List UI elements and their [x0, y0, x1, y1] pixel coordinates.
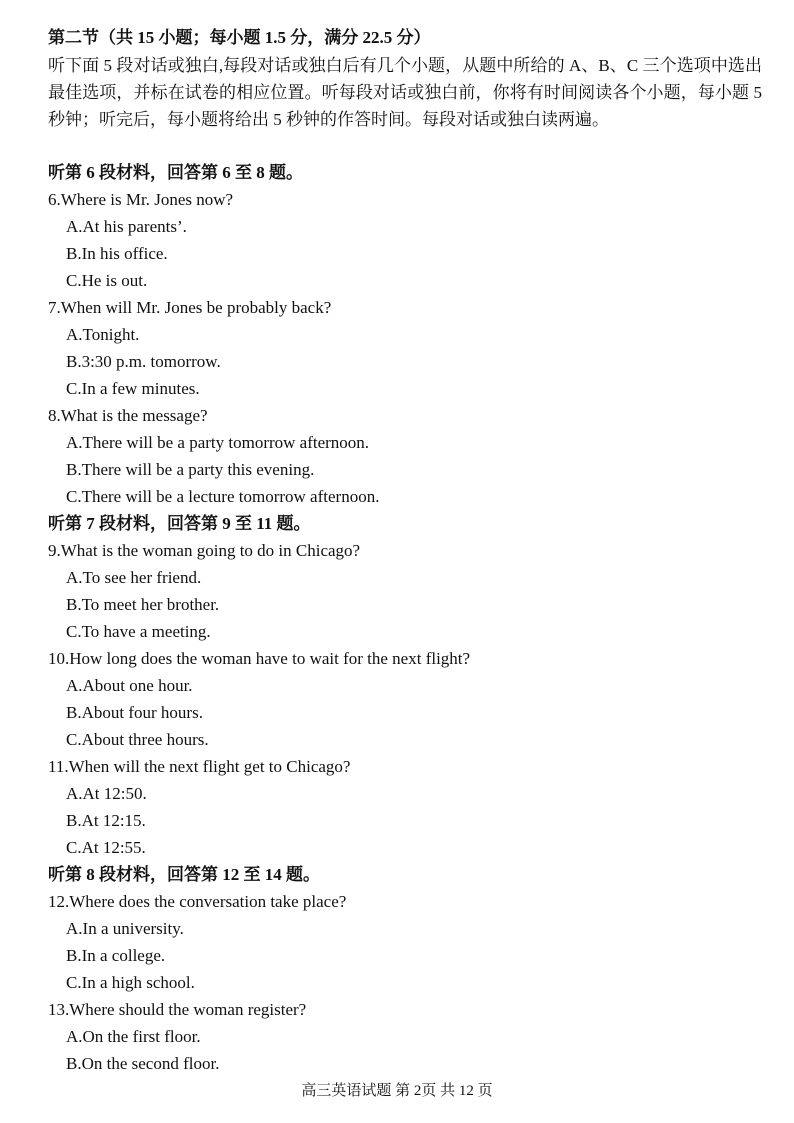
- option-b: B.3:30 p.m. tomorrow.: [66, 352, 221, 371]
- question-stem: 12.Where does the conversation take place?: [48, 892, 347, 911]
- page-footer: 高三英语试题 第 2页 共 12 页: [301, 1083, 493, 1099]
- question-stem: 9.What is the woman going to do in Chicago?: [48, 541, 361, 560]
- option-a: A.There will be a party tomorrow afternoon.: [66, 433, 370, 452]
- option-c: C.At 12:55.: [66, 838, 146, 857]
- section-heading: 第二节（共 15 小题；每小题 1.5 分，满分 22.5 分）: [48, 28, 431, 47]
- option-a: A.In a university.: [66, 919, 184, 938]
- option-a: A.To see her friend.: [66, 568, 202, 587]
- option-b: B.About four hours.: [66, 703, 203, 722]
- option-a: A.At 12:50.: [66, 784, 147, 803]
- option-a: A.Tonight.: [66, 325, 140, 344]
- option-c: C.About three hours.: [66, 730, 209, 749]
- group-heading: 听第 6 段材料，回答第 6 至 8 题。: [48, 163, 303, 182]
- question-stem: 7.When will Mr. Jones be probably back?: [48, 298, 332, 317]
- question-stem: 13.Where should the woman register?: [48, 1000, 307, 1019]
- option-c: C.There will be a lecture tomorrow afternoon.: [66, 487, 380, 506]
- group-heading: 听第 7 段材料，回答第 9 至 11 题。: [48, 514, 311, 533]
- option-b: B.At 12:15.: [66, 811, 146, 830]
- option-b: B.In his office.: [66, 244, 168, 263]
- group-heading: 听第 8 段材料，回答第 12 至 14 题。: [48, 865, 320, 884]
- question-stem: 6.Where is Mr. Jones now?: [48, 190, 234, 209]
- option-c: C.In a high school.: [66, 973, 195, 992]
- option-b: B.To meet her brother.: [66, 595, 220, 614]
- question-stem: 8.What is the message?: [48, 406, 208, 425]
- option-b: B.There will be a party this evening.: [66, 460, 315, 479]
- section-instructions: 听下面 5 段对话或独白,每段对话或独白后有几个小题，从题中所给的 A、B、C 三个选项中选出最佳选项，并标在试卷的相应位置。听每段对话或独白前，你将有时间阅读各个小题，每小题 5 秒钟；听完后，每小题将给出 5 秒钟的作答时间。每段对话或独白读两遍。: [48, 56, 762, 129]
- option-b: B.On the second floor.: [66, 1054, 220, 1073]
- option-a: A.On the first floor.: [66, 1027, 201, 1046]
- question-stem: 11.When will the next flight get to Chicago?: [48, 757, 351, 776]
- option-c: C.To have a meeting.: [66, 622, 211, 641]
- option-a: A.At his parents’.: [66, 217, 187, 236]
- option-c: C.He is out.: [66, 271, 148, 290]
- option-a: A.About one hour.: [66, 676, 193, 695]
- question-stem: 10.How long does the woman have to wait for the next flight?: [48, 649, 471, 668]
- option-c: C.In a few minutes.: [66, 379, 200, 398]
- option-b: B.In a college.: [66, 946, 166, 965]
